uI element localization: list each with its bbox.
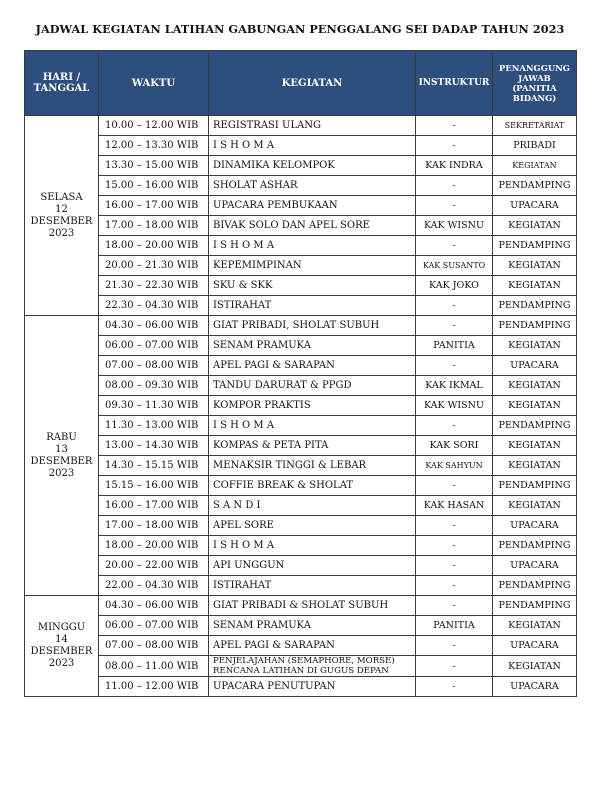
table-row	[25, 176, 577, 196]
time-cell: 04.30 – 06.00 WIB	[99, 316, 209, 336]
activity-cell: GIAT PRIBADI & SHOLAT SUBUH	[209, 596, 416, 616]
time-cell: 07.00 – 08.00 WIB	[99, 356, 209, 376]
instructor-cell: -	[416, 596, 493, 616]
time-cell: 16.00 – 17.00 WIB	[99, 196, 209, 216]
day-date: 14	[55, 634, 68, 645]
instructor-cell: KAK INDRA	[416, 156, 493, 176]
instructor-cell: -	[416, 636, 493, 656]
table-row	[25, 456, 577, 476]
table-row	[25, 516, 577, 536]
pj-cell: KEGIATAN	[493, 336, 577, 356]
instructor-cell: KAK HASAN	[416, 496, 493, 516]
activity-cell: I S H O M A	[209, 536, 416, 556]
pj-cell: UPACARA	[493, 677, 577, 697]
instructor-cell: -	[416, 116, 493, 136]
activity-cell: APEL SORE	[209, 516, 416, 536]
instructor-cell: -	[416, 576, 493, 596]
instructor-cell: KAK IKMAL	[416, 376, 493, 396]
table-row	[25, 576, 577, 596]
instructor-cell: KAK SAHYUN	[416, 456, 493, 476]
pj-cell: KEGIATAN	[493, 496, 577, 516]
pj-cell: KEGIATAN	[493, 256, 577, 276]
activity-cell: I S H O M A	[209, 236, 416, 256]
pj-cell: KEGIATAN	[493, 156, 577, 176]
pj-cell: UPACARA	[493, 636, 577, 656]
table-row	[25, 376, 577, 396]
time-cell: 20.00 – 21.30 WIB	[99, 256, 209, 276]
day-year: 2023	[48, 467, 75, 479]
pj-cell: UPACARA	[493, 356, 577, 376]
day-day: MINGGU	[37, 622, 86, 633]
activity-cell: API UNGGUN	[209, 556, 416, 576]
pj-cell: KEGIATAN	[493, 436, 577, 456]
activity-cell: SENAM PRAMUKA	[209, 336, 416, 356]
instructor-cell: KAK SORI	[416, 436, 493, 456]
header-row	[25, 51, 577, 116]
activity-cell: COFFIE BREAK & SHOLAT	[209, 476, 416, 496]
table-row	[25, 276, 577, 296]
activity-cell: BIVAK SOLO DAN APEL SORE	[209, 216, 416, 236]
activity-cell: S A N D I	[209, 496, 416, 516]
time-cell: 15.00 – 16.00 WIB	[99, 176, 209, 196]
time-cell: 13.00 – 14.30 WIB	[99, 436, 209, 456]
table-row	[25, 296, 577, 316]
table-row	[25, 356, 577, 376]
pj-cell: PENDAMPING	[493, 596, 577, 616]
pj-cell: PENDAMPING	[493, 476, 577, 496]
instructor-cell: -	[416, 316, 493, 336]
time-cell: 09.30 – 11.30 WIB	[99, 396, 209, 416]
pj-cell: KEGIATAN	[493, 276, 577, 296]
activity-cell: UPACARA PENUTUPAN	[209, 677, 416, 697]
time-cell: 08.00 – 09.30 WIB	[99, 376, 209, 396]
pj-cell: PENDAMPING	[493, 176, 577, 196]
day-month: DESEMBER	[30, 215, 93, 227]
table-row	[25, 636, 577, 656]
pj-cell: SEKRETARIAT	[493, 116, 577, 136]
instructor-cell: -	[416, 236, 493, 256]
table-row	[25, 216, 577, 236]
day-date: 13	[55, 443, 68, 455]
time-cell: 15.15 – 16.00 WIB	[99, 476, 209, 496]
activity-cell: GIAT PRIBADI, SHOLAT SUBUH	[209, 316, 416, 336]
time-cell: 11.30 – 13.00 WIB	[99, 416, 209, 436]
activity-cell: KOMPOR PRAKTIS	[209, 396, 416, 416]
instructor-cell: -	[416, 516, 493, 536]
activity-cell: SENAM PRAMUKA	[209, 616, 416, 636]
pj-cell: UPACARA	[493, 516, 577, 536]
activity-cell: SKU & SKK	[209, 276, 416, 296]
table-row	[25, 596, 577, 616]
activity-cell: DINAMIKA KELOMPOK	[209, 156, 416, 176]
time-cell: 14.30 – 15.15 WIB	[99, 456, 209, 476]
pj-cell: KEGIATAN	[493, 396, 577, 416]
time-cell: 11.00 – 12.00 WIB	[99, 677, 209, 697]
day-day: RABU	[46, 431, 77, 443]
day-month: DESEMBER	[30, 646, 93, 657]
time-cell: 06.00 – 07.00 WIB	[99, 616, 209, 636]
instructor-cell: -	[416, 356, 493, 376]
time-cell: 22.00 – 04.30 WIB	[99, 576, 209, 596]
day-day: SELASA	[40, 191, 83, 203]
table-row	[25, 196, 577, 216]
table-row	[25, 656, 577, 677]
time-cell: 06.00 – 07.00 WIB	[99, 336, 209, 356]
table-row	[25, 116, 577, 136]
activity-cell: UPACARA PEMBUKAAN	[209, 196, 416, 216]
table-row	[25, 496, 577, 516]
instructor-cell: -	[416, 656, 493, 677]
time-cell: 18.00 – 20.00 WIB	[99, 536, 209, 556]
activity-cell: APEL PAGI & SARAPAN	[209, 636, 416, 656]
header-waktu: WAKTU	[99, 51, 209, 116]
instructor-cell: KAK WISNU	[416, 216, 493, 236]
table-row	[25, 316, 577, 336]
pj-cell: KEGIATAN	[493, 656, 577, 677]
day-date: 12	[55, 203, 68, 215]
header-instruktur: INSTRUKTUR	[416, 51, 493, 116]
activity-cell: MENAKSIR TINGGI & LEBAR	[209, 456, 416, 476]
time-cell: 04.30 – 06.00 WIB	[99, 596, 209, 616]
time-cell: 13.30 – 15.00 WIB	[99, 156, 209, 176]
table-row	[25, 536, 577, 556]
pj-cell: KEGIATAN	[493, 216, 577, 236]
pj-cell: PENDAMPING	[493, 416, 577, 436]
pj-cell: UPACARA	[493, 196, 577, 216]
activity-cell: I S H O M A	[209, 416, 416, 436]
instructor-cell: -	[416, 536, 493, 556]
time-cell: 17.00 – 18.00 WIB	[99, 516, 209, 536]
page-title: JADWAL KEGIATAN LATIHAN GABUNGAN PENGGALANG SEI DADAP TAHUN 2023	[35, 22, 565, 36]
header-hari-tanggal: HARI / TANGGAL	[25, 51, 99, 116]
table-row	[25, 436, 577, 456]
schedule-body	[25, 116, 577, 697]
instructor-cell: -	[416, 677, 493, 697]
instructor-cell: KAK WISNU	[416, 396, 493, 416]
activity-cell: REGISTRASI ULANG	[209, 116, 416, 136]
day-year: 2023	[48, 658, 75, 669]
table-row	[25, 416, 577, 436]
activity-cell: TANDU DARURAT & PPGD	[209, 376, 416, 396]
pj-cell: PENDAMPING	[493, 576, 577, 596]
activity-cell: KEPEMIMPINAN	[209, 256, 416, 276]
pj-cell: PENDAMPING	[493, 536, 577, 556]
time-cell: 17.00 – 18.00 WIB	[99, 216, 209, 236]
table-row	[25, 616, 577, 636]
instructor-cell: KAK JOKO	[416, 276, 493, 296]
time-cell: 22.30 – 04.30 WIB	[99, 296, 209, 316]
table-row	[25, 476, 577, 496]
pj-cell: PENDAMPING	[493, 316, 577, 336]
time-cell: 20.00 – 22.00 WIB	[99, 556, 209, 576]
activity-cell: SHOLAT ASHAR	[209, 176, 416, 196]
activity-cell: ISTIRAHAT	[209, 296, 416, 316]
header-penanggung-jawab: PENANGGUNG JAWAB (PANITIA BIDANG)	[493, 51, 577, 116]
activity-cell: ISTIRAHAT	[209, 576, 416, 596]
pj-cell: PENDAMPING	[493, 236, 577, 256]
table-row	[25, 256, 577, 276]
activity-cell: I S H O M A	[209, 136, 416, 156]
time-cell: 08.00 – 11.00 WIB	[99, 656, 209, 677]
table-row	[25, 156, 577, 176]
table-row	[25, 677, 577, 697]
day-year: 2023	[48, 227, 75, 239]
day-cell	[25, 116, 99, 316]
pj-cell: PENDAMPING	[493, 296, 577, 316]
day-cell	[25, 596, 99, 697]
time-cell: 12.00 – 13.30 WIB	[99, 136, 209, 156]
instructor-cell: PANITIA	[416, 336, 493, 356]
header-kegiatan: KEGIATAN	[209, 51, 416, 116]
time-cell: 21.30 – 22.30 WIB	[99, 276, 209, 296]
activity-cell: APEL PAGI & SARAPAN	[209, 356, 416, 376]
pj-cell: KEGIATAN	[493, 456, 577, 476]
day-cell	[25, 316, 99, 596]
time-cell: 07.00 – 08.00 WIB	[99, 636, 209, 656]
instructor-cell: -	[416, 176, 493, 196]
instructor-cell: PANITIA	[416, 616, 493, 636]
instructor-cell: -	[416, 196, 493, 216]
table-row	[25, 556, 577, 576]
time-cell: 18.00 – 20.00 WIB	[99, 236, 209, 256]
pj-cell: KEGIATAN	[493, 376, 577, 396]
instructor-cell: -	[416, 416, 493, 436]
pj-cell: UPACARA	[493, 556, 577, 576]
instructor-cell: -	[416, 556, 493, 576]
instructor-cell: -	[416, 136, 493, 156]
table-row	[25, 136, 577, 156]
schedule-table	[24, 50, 577, 697]
table-row	[25, 236, 577, 256]
instructor-cell: KAK SUSANTO	[416, 256, 493, 276]
table-row	[25, 396, 577, 416]
pj-cell: KEGIATAN	[493, 616, 577, 636]
activity-cell: PENJELAJAHAN (SEMAPHORE, MORSE) RENCANA LATIHAN DI GUGUS DEPAN	[209, 656, 416, 677]
pj-cell: PRIBADI	[493, 136, 577, 156]
day-month: DESEMBER	[30, 455, 93, 467]
activity-cell: KOMPAS & PETA PITA	[209, 436, 416, 456]
time-cell: 10.00 – 12.00 WIB	[99, 116, 209, 136]
instructor-cell: -	[416, 296, 493, 316]
time-cell: 16.00 – 17.00 WIB	[99, 496, 209, 516]
table-row	[25, 336, 577, 356]
instructor-cell: -	[416, 476, 493, 496]
